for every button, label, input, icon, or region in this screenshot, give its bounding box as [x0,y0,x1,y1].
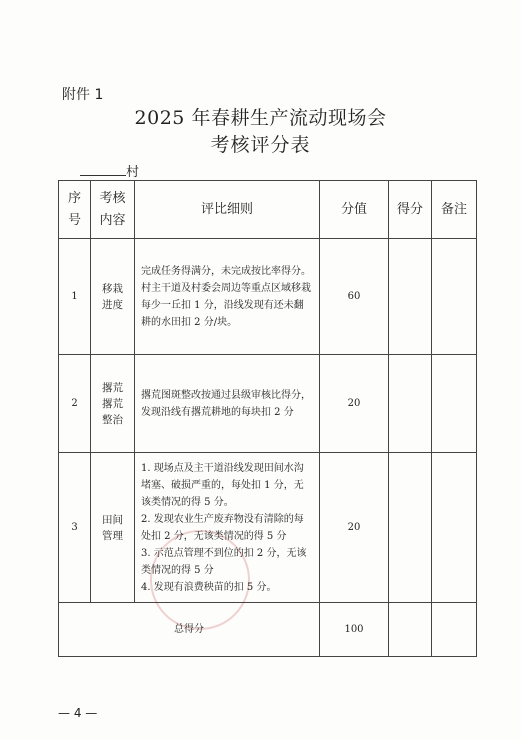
row2-content [91,355,135,453]
village-suffix: 村 [126,165,140,180]
table-row [59,355,477,453]
table-header-row [59,181,477,239]
row3-content-line1: 田间 [102,513,123,526]
total-label: 总得分 [59,603,320,657]
row2-details: 撂荒图斑整改按通过县级审核比得分，发现沿线有撂荒耕地的每块扣 2 分 [135,355,320,453]
row3-detail-item: 2. 发现农业生产废弃物没有清除的每处扣 2 分，无该类情况的得 5 分 [141,513,304,542]
header-seq-line2: 号 [67,212,81,228]
row2-points: 20 [320,355,389,453]
row3-details [135,453,320,603]
row2-content-line2: 撂荒 [102,397,123,410]
total-score[interactable] [389,603,432,657]
total-points: 100 [320,603,389,657]
row1-points: 60 [320,239,389,355]
row3-score[interactable] [389,453,432,603]
header-seq-line1: 序 [67,190,81,206]
row1-content-line2: 进度 [102,298,123,311]
row1-seq: 1 [59,239,91,355]
total-remarks[interactable] [432,603,477,657]
table-row [59,239,477,355]
annex-label: 附件 1 [62,87,104,103]
scoring-table [58,180,477,657]
row3-content-line2: 管理 [102,529,123,542]
row2-seq: 2 [59,355,91,453]
header-points: 分值 [320,181,389,239]
row2-score[interactable] [389,355,432,453]
header-remarks: 备注 [432,181,477,239]
row2-content-line1: 撂荒 [102,381,123,394]
village-blank-line [80,163,126,176]
document-subtitle: 考核评分表 [210,134,311,156]
page-number: — 4 — [58,706,98,720]
total-row [59,603,477,657]
header-content [91,181,135,239]
row1-remarks[interactable] [432,239,477,355]
row3-seq: 3 [59,453,91,603]
row2-remarks[interactable] [432,355,477,453]
row3-detail-item: 1. 现场点及主干道沿线发现田间水沟堵塞、破损严重的，每处扣 1 分，无该类情况的得 5 分。 [141,462,304,508]
header-score: 得分 [389,181,432,239]
table-row [59,453,477,603]
header-content-line1: 考核 [99,190,126,206]
row3-remarks[interactable] [432,453,477,603]
row1-content-line1: 移栽 [102,282,123,295]
document-title: 2025 年春耕生产流动现场会 [134,107,387,129]
header-content-line2: 内容 [99,212,126,228]
row3-content [91,453,135,603]
row3-detail-item: 4. 发现有浪费秧苗的扣 5 分。 [141,581,277,593]
row3-points: 20 [320,453,389,603]
row3-detail-item: 3. 示范点管理不到位的扣 2 分，无该类情况的得 5 分 [141,547,307,576]
header-details: 评比细则 [135,181,320,239]
row2-content-line3: 整治 [102,413,123,426]
row1-content [91,239,135,355]
row1-score[interactable] [389,239,432,355]
village-field [80,161,139,180]
row1-details: 完成任务得满分，未完成按比率得分。村主干道及村委会周边等重点区域移栽每少一丘扣 1 分，沿线发现有还未翻耕的水田扣 2 分/块。 [135,239,320,355]
header-seq [59,181,91,239]
